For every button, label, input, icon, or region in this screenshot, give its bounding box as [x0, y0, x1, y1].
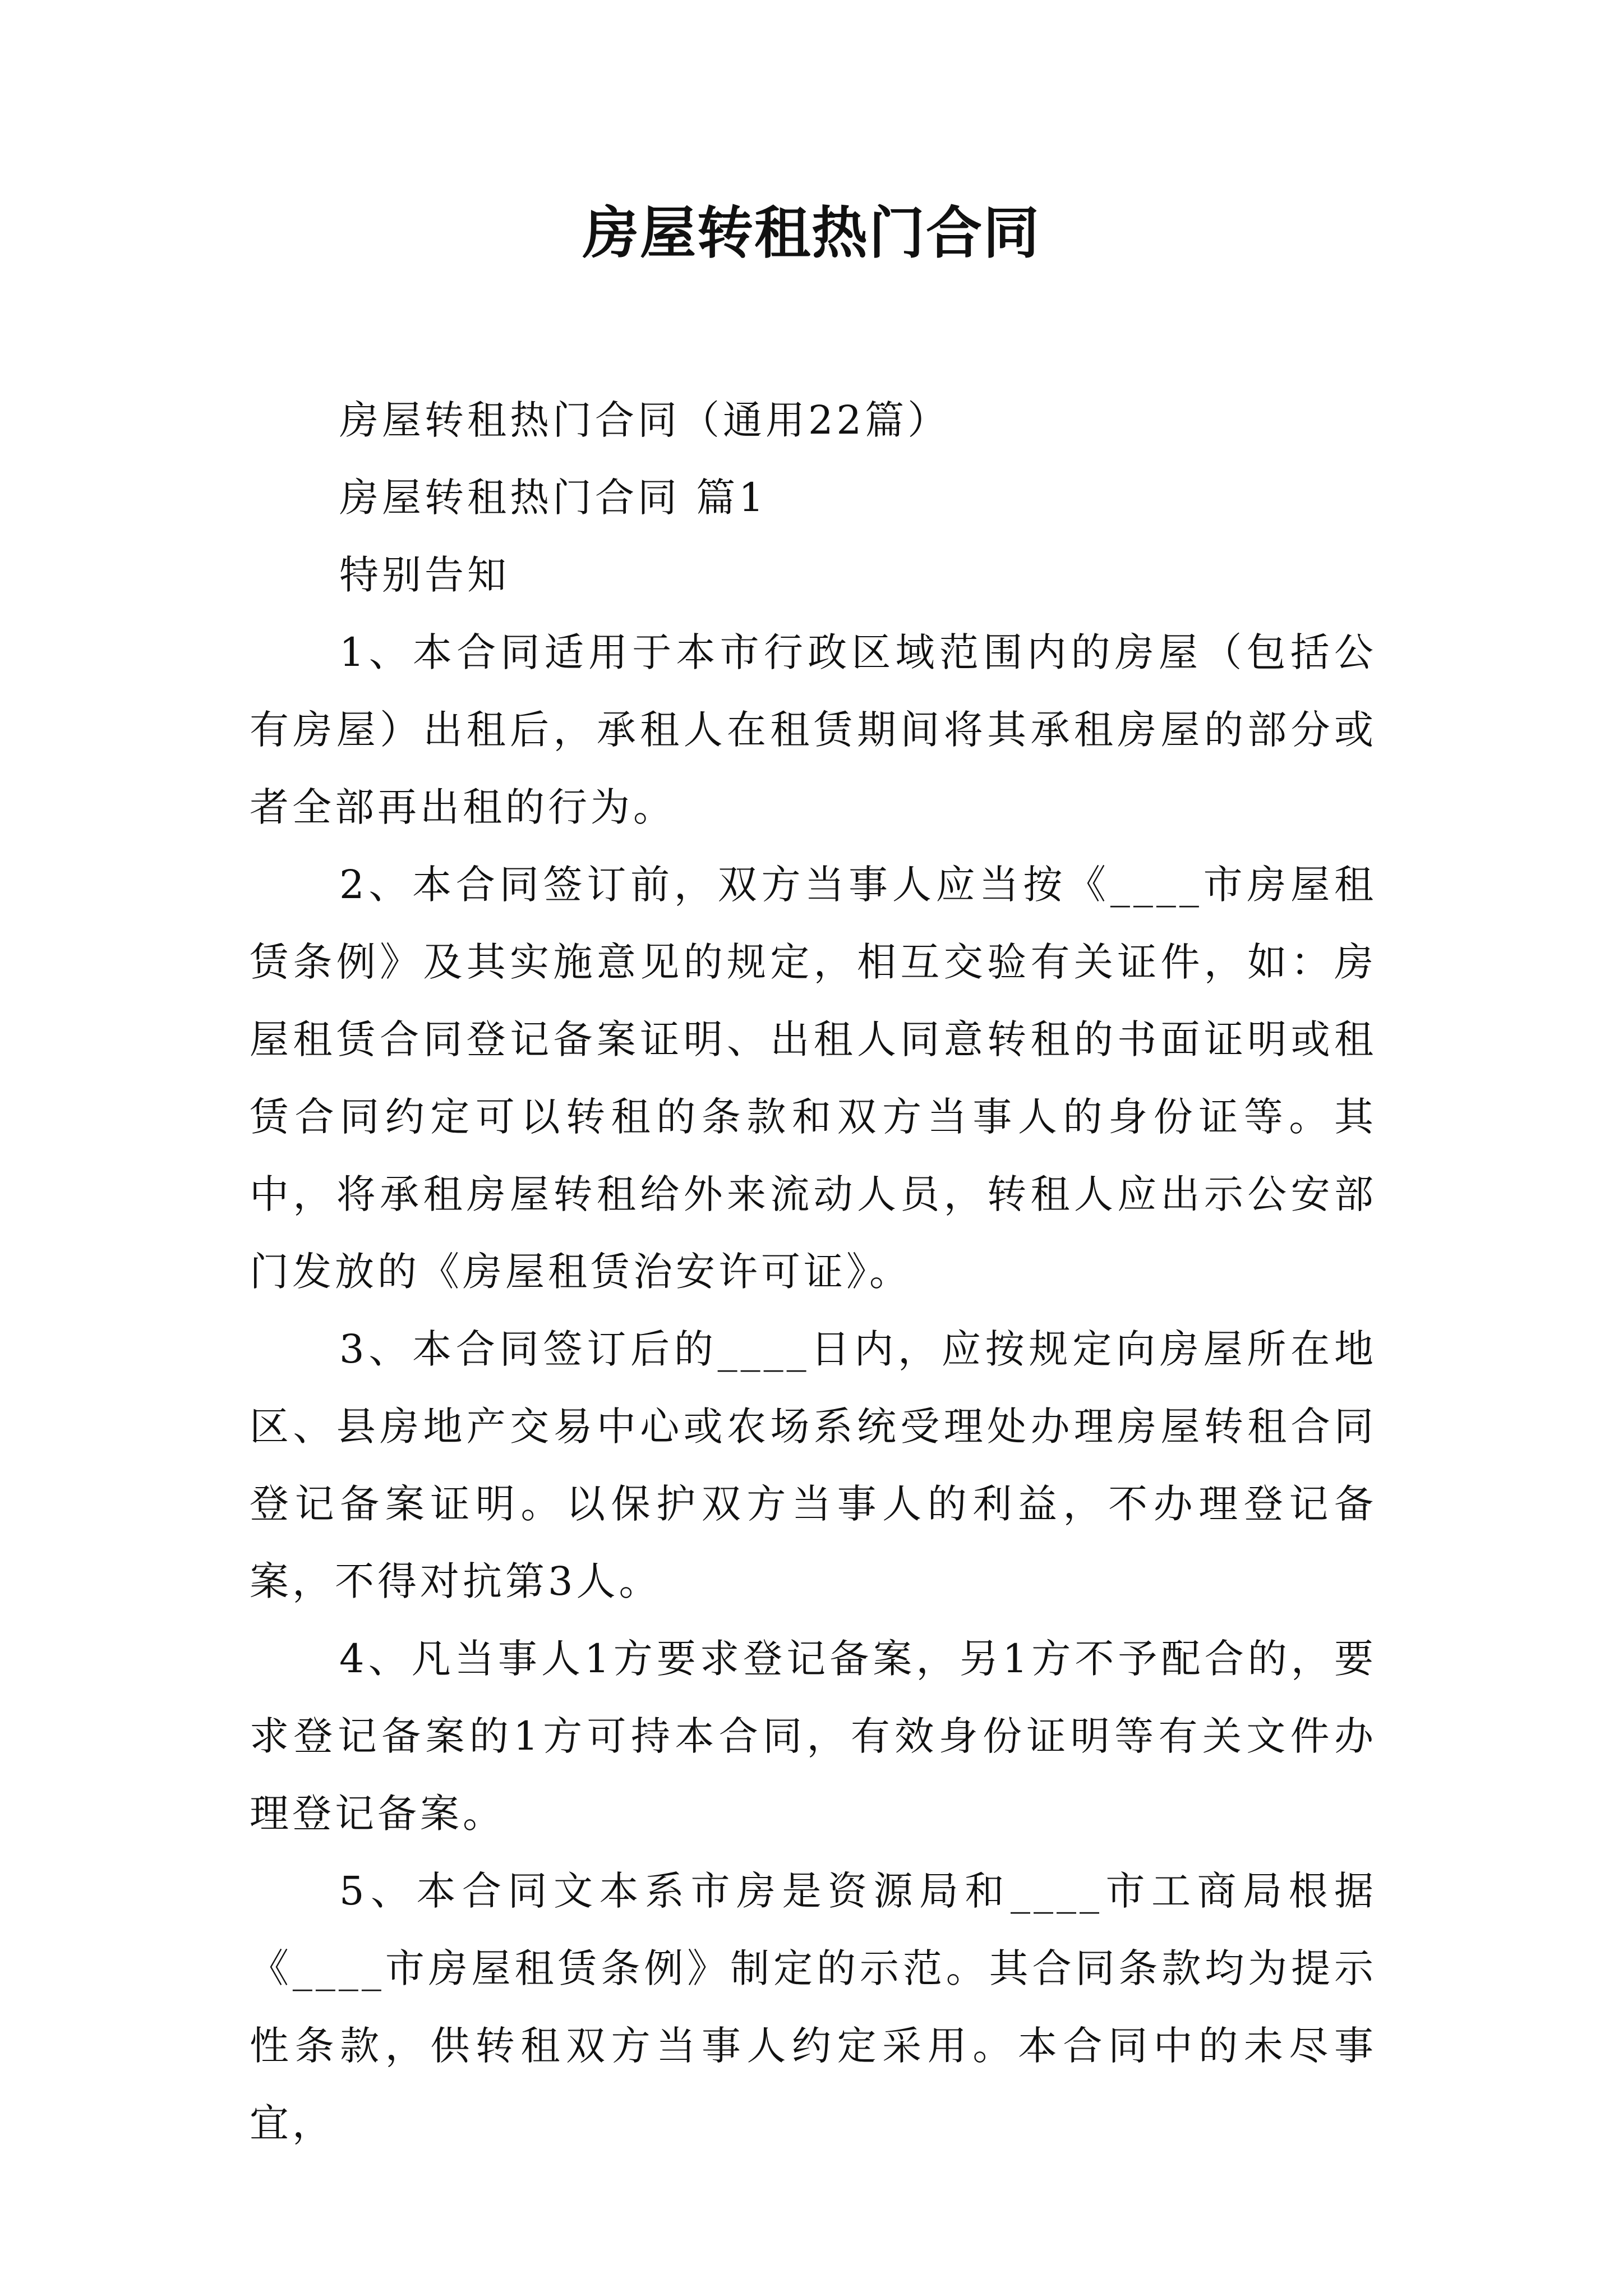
document-body	[250, 381, 1377, 2162]
paragraph: 5、本合同文本系市房是资源局和____市工商局根据《____市房屋租赁条例》制定的示范。其合同条款均为提示性条款，供转租双方当事人约定采用。本合同中的未尽事宜，	[250, 1868, 1377, 2146]
notice-heading: 特别告知	[339, 552, 510, 598]
document-subtitle: 房屋转租热门合同（通用22篇）	[339, 397, 951, 443]
paragraph: 1、本合同适用于本市行政区域范围内的房屋（包括公有房屋）出租后，承租人在租赁期间将其承租房屋的部分或者全部再出租的行为。	[250, 629, 1377, 830]
document-title: 房屋转租热门合同	[583, 200, 1040, 266]
paragraph: 3、本合同签订后的____日内，应按规定向房屋所在地区、县房地产交易中心或农场系统受理处办理房屋转租合同登记备案证明。以保护双方当事人的利益，不办理登记备案，不得对抗第3人。	[250, 1326, 1377, 1604]
paragraph: 2、本合同签订前，双方当事人应当按《____市房屋租赁条例》及其实施意见的规定，相互交验有关证件，如：房屋租赁合同登记备案证明、出租人同意转租的书面证明或租赁合同约定可以转租的条款和双方当事人的身份证等。其中，将承租房屋转租给外来流动人员，转租人应出示公安部门发放的《房屋租赁治安许可证》。	[250, 862, 1377, 1295]
paragraph: 4、凡当事人1方要求登记备案，另1方不予配合的，要求登记备案的1方可持本合同，有效身份证明等有关文件办理登记备案。	[250, 1636, 1377, 1837]
section-heading: 房屋转租热门合同 篇1	[339, 475, 767, 521]
